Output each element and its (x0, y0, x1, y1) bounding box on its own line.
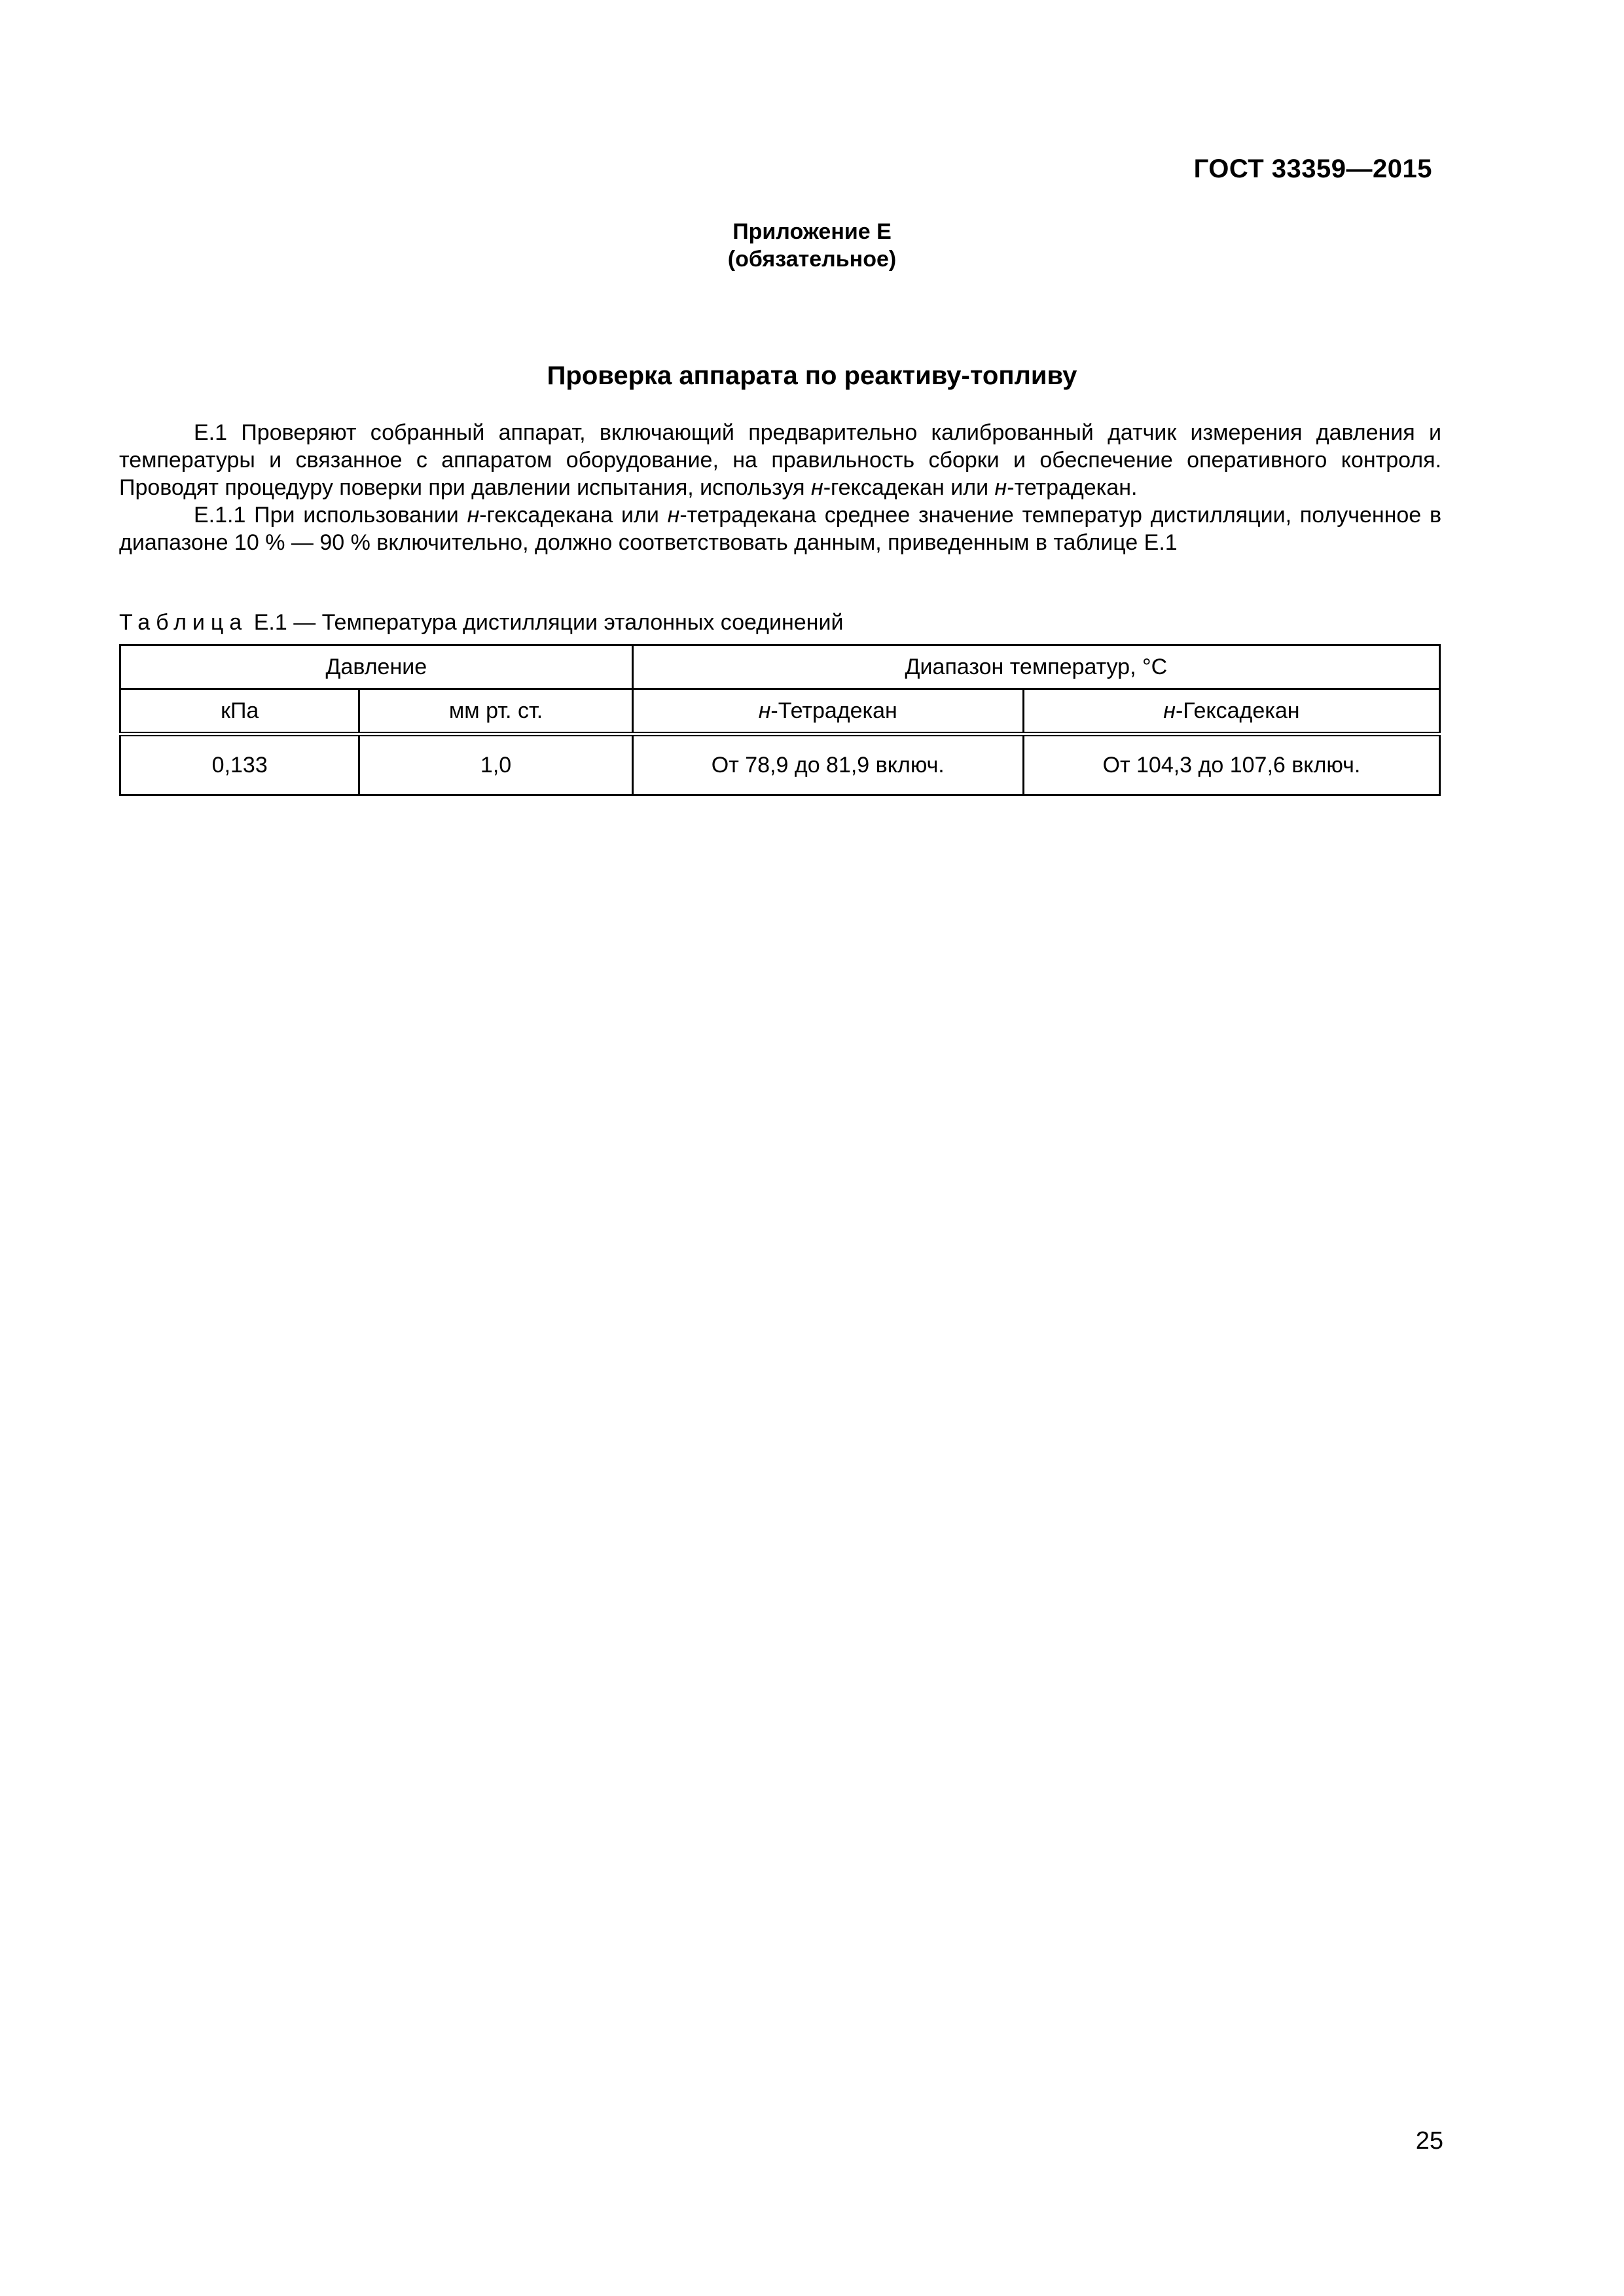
document-code: ГОСТ 33359—2015 (1193, 154, 1432, 183)
distillation-table (119, 644, 1441, 796)
header-temperature-range: Диапазон температур, °С (632, 645, 1439, 689)
cell-mmhg: 1,0 (359, 734, 632, 795)
cell-kpa: 0,133 (120, 734, 359, 795)
cell-tetradecane: От 78,9 до 81,9 включ. (632, 734, 1023, 795)
annex-label: Приложение Е (732, 219, 892, 244)
page-number: 25 (1415, 2127, 1443, 2155)
table-group-header-row (120, 645, 1440, 689)
header-mmhg: мм рт. ст. (359, 689, 632, 734)
paragraph-e1-1: Е.1.1 При использовании н-гексадекана или н-тетрадекана среднее значение температур дистилляции, полученное в диапазоне 10 % — 90 % включительно, должно соответствовать данным, приведенным в таблице Е.1 (119, 503, 1442, 555)
annex-status: (обязательное) (727, 247, 897, 272)
header-tetradecane: н-Тетрадекан (632, 689, 1023, 734)
cell-hexadecane: От 104,3 до 107,6 включ. (1023, 734, 1439, 795)
annex-heading (0, 218, 1624, 273)
header-hexadecane: н-Гексадекан (1023, 689, 1439, 734)
table-row (120, 734, 1440, 795)
paragraph-e1: Е.1 Проверяют собранный аппарат, включающий предварительно калиброванный датчик измерения давления и температуры и связанное с аппаратом оборудование, на правильность сборки и обеспечение оперативного контроля. Проводят процедуру поверки при давлении испытания, используя н-гексадекан или н-тетрадекан. (119, 420, 1441, 500)
body-text (119, 419, 1441, 556)
table-caption (119, 609, 843, 636)
table-caption-text: Е.1 — Температура дистилляции эталонных соединений (247, 610, 844, 635)
header-kpa: кПа (120, 689, 359, 734)
table-sub-header-row (120, 689, 1440, 734)
annex-title: Проверка аппарата по реактиву-топливу (547, 361, 1077, 390)
table-caption-word: Таблица (119, 610, 248, 635)
header-pressure: Давление (120, 645, 633, 689)
